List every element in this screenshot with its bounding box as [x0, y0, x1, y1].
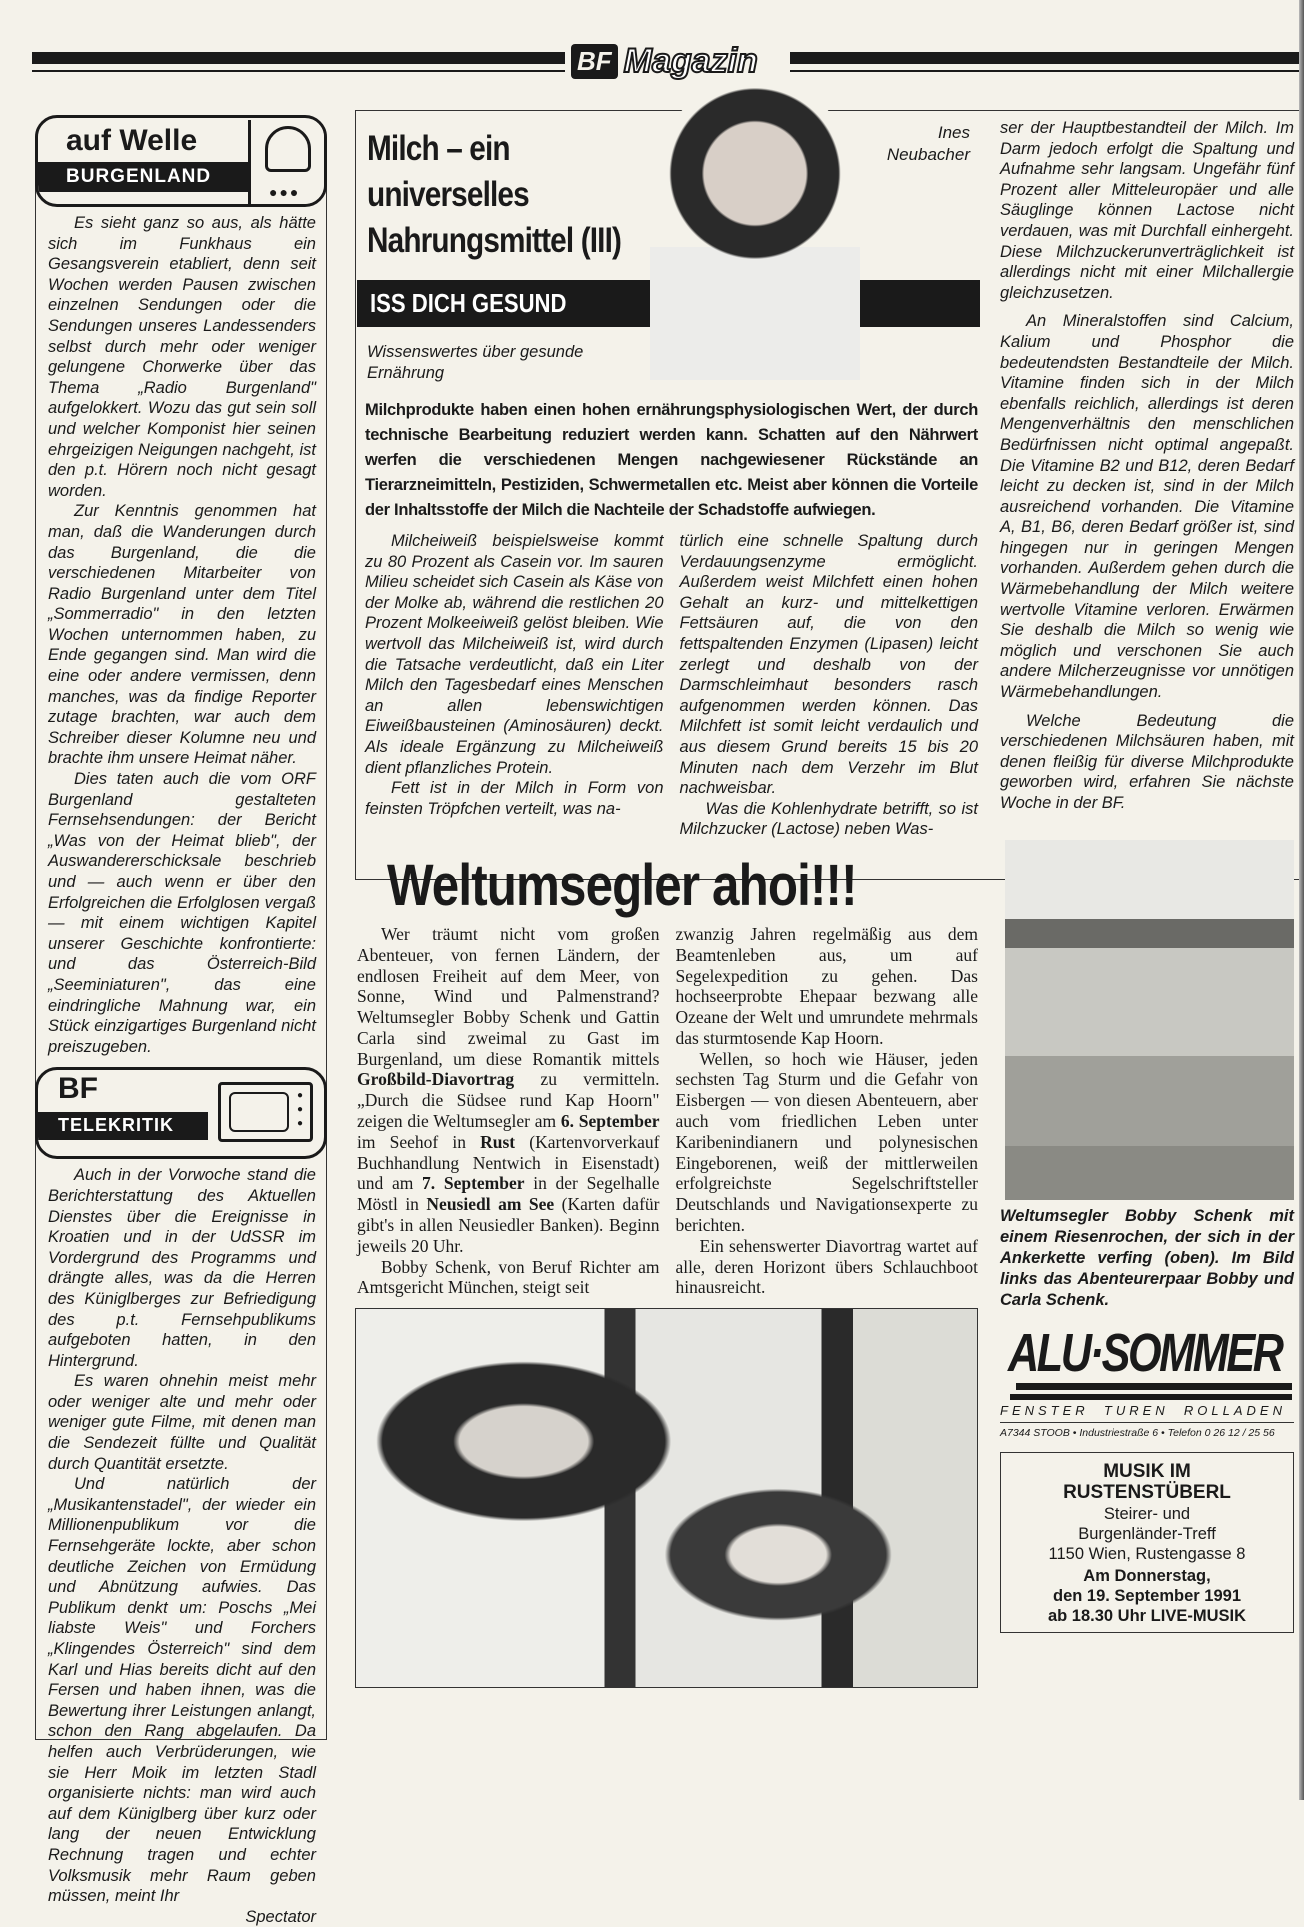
left-column	[48, 115, 316, 1927]
author-name: Ines Neubacher	[886, 123, 970, 164]
alu-sommer-brand: ALU·SOMMER	[1008, 1322, 1282, 1383]
page-edge-shadow	[1299, 0, 1304, 1800]
sailor-column-1: Wer träumt nicht vom großen Abenteuer, von fernen Ländern, der endlosen Freiheit auf dem Meer, von Sonne, Wind und Palmenstrand? Weltumsegler Bobby Schenk und Gattin Carla sind zweimal zu Gast im Burgenland, um diese Romantik mittels Großbild-Diavortrag zu vermitteln. „Durch die Südsee rund Kap Hoorn" zeigen die Weltumsegler am 6. September im Seehof in Rust (Kartenvorverkauf Buchhandlung Nentwich in Eisenstadt) und am 7. September in der Segelhalle Möstl in Neusiedl am See (Karten dafür gibt's in allen Neusiedler Banken). Beginn jeweils 20 Uhr. Bobby Schenk, von Beruf Richter am Amtsgericht München, steigt seit	[357, 923, 660, 1298]
alu-sommer-tagline: FENSTER TUREN ROLLADEN	[1000, 1402, 1286, 1418]
stingray-photo	[1005, 840, 1294, 1200]
auf-welle-logo: auf Welle BURGENLAND ●●●	[35, 115, 327, 207]
photo-caption: Weltumsegler Bobby Schenk mit einem Riesenrochen, der sich in der Ankerkette verfing (oben). Im Bild links das Abenteurerpaar Bobby und Carla Schenk.	[1000, 1206, 1294, 1309]
rubric-label: ISS DICH GESUND	[370, 288, 567, 318]
article-title: Milch – ein universelles Nahrungsmittel (III)	[367, 129, 622, 260]
right-column-flow	[1000, 118, 1294, 1633]
article-subtitle: Wissenswertes über gesunde Ernährung	[367, 343, 584, 382]
milk-column-2: türlich eine schnelle Spaltung durch Verdauungsenzyme ermöglicht. Außerdem weist Milchfett einen hohen Gehalt an kurz- und mittelkettigen Fettsäuren auf, die von den fettspaltenden Enzymen (Lipasen) leicht zerlegt und deshalb von der Darmschleimhaut besonders rasch aufgenommen werden können. Das Milchfett ist somit leicht verdaulich und aus diesem Grund bereits 15 bis 20 Minuten nach dem Verzehr im Blut nachweisbar. Was die Kohlenhydrate betrifft, so ist Milchzucker (Lactose) neben Was-	[679, 532, 978, 839]
couple-photo	[355, 1308, 978, 1688]
musik-ad: MUSIK IM RUSTENSTÜBERL Steirer- und Burgenländer-Treff 1150 Wien, Rustengasse 8 Am Donnerstag, den 19. September 1991 ab 18.30 Uhr LIVE-MUSIK	[1000, 1452, 1294, 1633]
milk-column-3: ser der Hauptbestandteil der Milch. Im Darm jedoch erfolgt die Spaltung und Aufnahme sehr langsam. Ungefähr fünf Prozent aller Mitteleuropäer und alle Säuglinge können Lactose nicht verdauen, was mit Durchfall einhergeht. Diese Milchzuckerunverträglichkeit ist allerdings nicht mit einer Milchallergie gleichzusetzen. An Mineralstoffen sind Calcium, Kalium und Phosphor die bedeutendsten Bestandteile der Milch. Vitamine finden sich in der Milch ebenfalls reichlich, allerdings ist deren Mengenverhältnis den menschlichen Bedürfnissen nicht optimal angepaßt. Die Vitamine B2 und B12, deren Bedarf leicht zu decken ist, sind in der Milch ausreichend vorhanden. Die Vitamine A, B1, B6, deren Bedarf größer ist, sind hingegen nur in geringen Mengen vorhanden. Außerdem gehen durch die Wärmebehandlung der Milch weitere wertvolle Vitamine verloren. Erwärmen Sie deshalb die Milch so wenig wie möglich und verschonen Sie auch andere Milcherzeugnisse vor unnötigen Wärmebehandlungen. Welche Bedeutung die verschiedenen Milchsäuren haben, mit denen fleißig für diverse Milchprodukte geworben wird, erfahren Sie nächste Woche in der BF.	[1000, 119, 1294, 812]
radio-icon: ●●●	[248, 120, 327, 204]
sailor-columns	[357, 924, 978, 1298]
middle-column-flow	[357, 398, 978, 1688]
author-photo	[650, 85, 860, 380]
television-icon: ● ● ●	[218, 1082, 313, 1142]
sailor-headline: Weltumsegler ahoi!!!	[387, 852, 857, 918]
sailor-column-2: zwanzig Jahren regelmäßig aus dem Beamtenleben aus, um auf Segelexpedition zu gehen. Das hochseerprobte Ehepaar bezwang alle Ozeane der Welt und umrundete mehrmals das sturmtosende Kap Hoorn. Wellen, so hoch wie Häuser, jeden sechsten Tag Sturm und die Gefahr von Eisbergen — von diesen Abenteuern, aber auch vom friedlichen Leben unter Karibenindianern und polynesischen Eingeborenen, weiß der mittlerweilen erfolgreichste Segelschriftsteller Deutschlands und Navigationsexperte zu berichten. Ein sehenswerter Diavortrag wartet auf alle, deren Horizont übers Schlauchboot hinausreicht.	[675, 923, 978, 1298]
bf-magazin-logo: BF Magazin	[565, 38, 790, 84]
telekritik-logo: BF TELEKRITIK ● ● ●	[35, 1067, 327, 1159]
header-rule-left	[32, 52, 567, 64]
milk-columns	[365, 531, 978, 840]
alu-sommer-address: A7344 STOOB • Industriestraße 6 • Telefon 0 26 12 / 25 56	[1000, 1426, 1275, 1439]
alu-sommer-stripe	[1010, 1394, 1292, 1400]
auf-welle-column: Es sieht ganz so aus, als hätte sich im Funkhaus ein Gesangsverein etabliert, denn seit Wochen werden Pausen zwischen einzelnen Sendungen oder die Sendungen unseres Landessenders selbst durch mehr oder weniger gelungene Chorwerke über das Thema „Radio Burgenland" aufgelokkert. Wozu das gut sein soll und welcher Komponist hier seinen ehrgeizigen Neigungen nachgeht, ist den p.t. Hörern noch nicht gesagt worden. Zur Kenntnis genommen hat man, daß die Wanderungen durch das Burgenland, die die verschiedenen Mitarbeiter von Radio Burgenland unter dem Titel „Sommerradio" in den letzten Wochen unternommen haben, zu Ende gegangen sind. Man wird die eine oder andere vermissen, denn manches, was da findige Reporter zutage brachten, war auch dem Schreiber dieser Kolumne neu und brachte ihm unsere Heimat näher. Dies taten auch die vom ORF Burgenland gestalteten Fernsehsendungen: der Bericht „Was von der Heimat blieb", der Auswandererschicksale beschrieb und — auch wenn er über den Erfolgreichen die Erfolglosen vergaß — mit einem wichtigen Kapitel unserer Geschichte konfrontierte: und das Österreich-Bild „Seeminiaturen", das eine eindringliche Mahnung war, ein Stück einzigartiges Burgenland nicht preiszugeben.	[48, 214, 316, 1056]
divider	[1000, 1422, 1294, 1423]
article-lead: Milchprodukte haben einen hohen ernährungsphysiologischen Wert, der durch technische Bearbeitung reduziert werden kann. Schatten auf den Nährwert werfen die verschiedenen Mengen nachgewiesener Rückstände an Tierarzneimitteln, Pestiziden, Schwermetallen etc. Meist aber können die Vorteile der Inhaltsstoffe der Milch die Nachteile der Schadstoffe aufwiegen.	[365, 401, 978, 519]
milk-column-1: Milcheiweiß beispielsweise kommt zu 80 Prozent als Casein vor. Im sauren Milieu scheidet sich Casein als Käse von der Molke ab, während die restlichen 20 Prozent Molkeeiweiß gelöst bleiben. Wie wertvoll das Milcheiweiß ist, wird durch die Tatsache verdeutlicht, daß ein Liter Milch den Tagesbedarf eines Menschen an allen lebenswichtigen Eiweißbausteinen (Aminosäuren) deckt. Als ideale Ergänzung zu Milcheiweiß dient pflanzliches Protein. Fett ist in der Milch in Form von feinsten Tröpfchen verteilt, was na-	[365, 532, 664, 818]
alu-sommer-stripe	[1016, 1383, 1292, 1390]
header-rule-right	[790, 52, 1304, 64]
signature: Spectator	[245, 1907, 316, 1926]
telekritik-column: Auch in der Vorwoche stand die Berichterstattung des Aktuellen Dienstes über die Ereignisse in Kroatien und in der UdSSR im Vordergrund des Programms und drängte alles, was da die Herren des Küniglberges zur Befriedigung des p.t. Fernsehpublikums aufgeboten hatten, in den Hintergrund. Es waren ohnehin meist mehr oder weniger alte und mehr oder weniger gute Filme, mit denen man die Sendezeit füllte und Qualität durch Quantität ersetzte. Und natürlich der „Musikantenstadel", der wieder ein Millionenpublikum vor die Fernsehgeräte lockte, aber schon deutliche Zeichen von Ermüdung und Abnützung aufwies. Das Publikum denkt um: Poschs „Mei liabste Weis" und Forchers „Klingendes Österreich" sind dem Karl und Hias bereits dicht auf den Fersen und haben ihnen, was die Bewertung ihrer Leistungen anlangt, schon den Rang abgelaufen. Da helfen auch Verbrüderungen, wie sie Herr Moik im letzten Stadl organisierte nichts: man wird auch auf dem Küniglberg über kurz oder lang der neuen Entwicklung Rechnung tragen und echter Volksmusik mehr Raum geben müssen, meint Ihr Spectator	[48, 1166, 316, 1926]
